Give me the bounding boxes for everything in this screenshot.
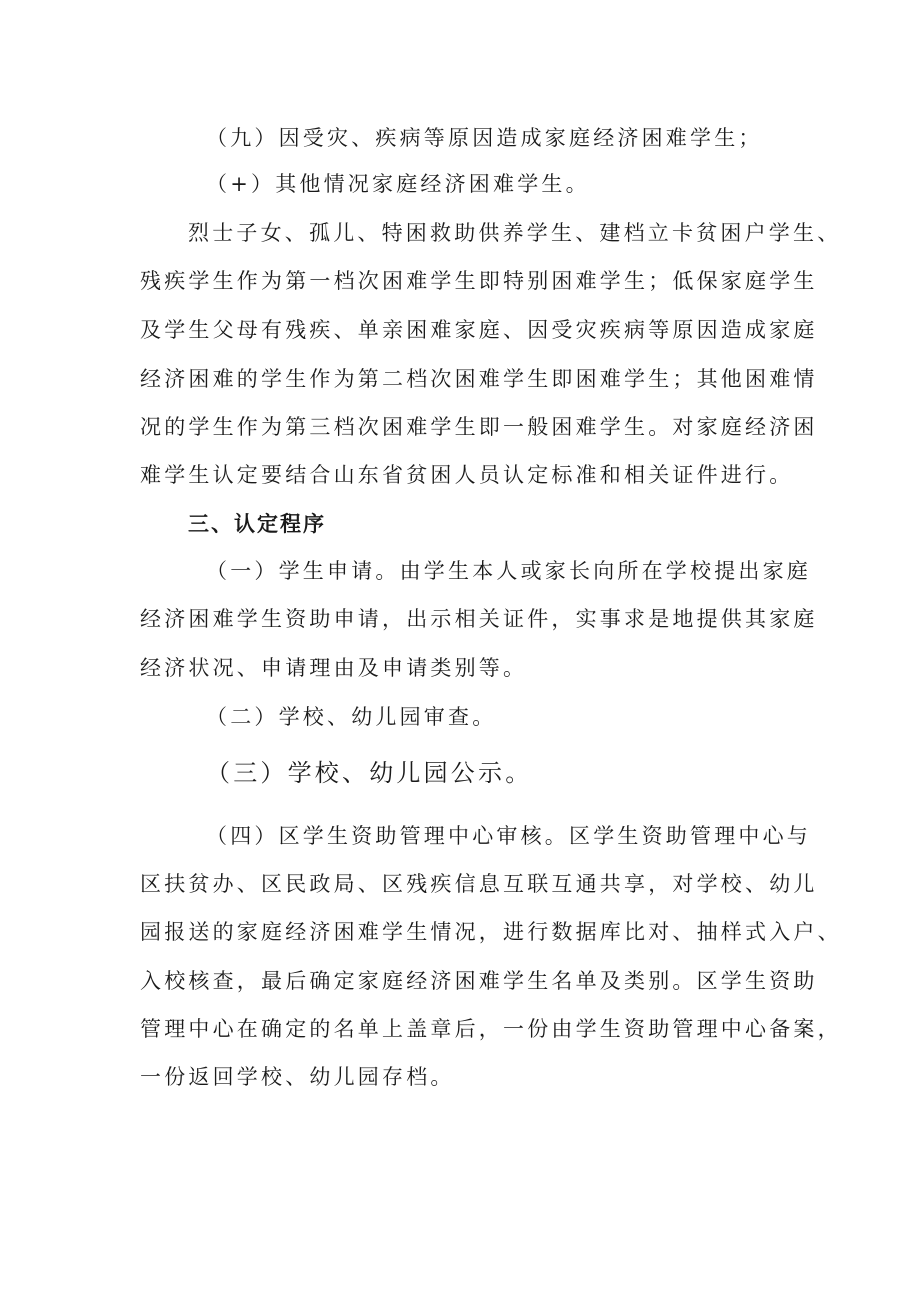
step-four-line: （四）区学生资助管理中心审核。区学生资助管理中心与 — [206, 824, 811, 848]
step-one-line: 经济状况、申请理由及申请类别等。 — [140, 656, 528, 680]
paragraph-line: 及学生父母有残疾、单亲困难家庭、因受灾疾病等原因造成家庭 — [140, 318, 818, 342]
step-four-line: 园报送的家庭经济困难学生情况，进行数据库比对、抽样式入户、 — [140, 920, 842, 944]
step-four-line: 一份返回学校、幼儿园存档。 — [140, 1065, 455, 1089]
item-ten: （+）其他情况家庭经济困难学生。 — [206, 172, 590, 196]
paragraph-line: 经济困难的学生作为第二档次困难学生即困难学生；其他困难情 — [140, 367, 818, 391]
paragraph-line: 残疾学生作为第一档次困难学生即特别困难学生；低保家庭学生 — [140, 269, 818, 293]
item-nine: （九）因受灾、疾病等原因造成家庭经济困难学生； — [206, 126, 763, 150]
step-four-line: 区扶贫办、区民政局、区残疾信息互联互通共享，对学校、幼儿 — [140, 872, 818, 896]
step-one-line: 经济困难学生资助申请，出示相关证件，实事求是地提供其家庭 — [140, 607, 818, 631]
paragraph-line: 烈士子女、孤儿、特困救助供养学生、建档立卡贫困户学生、 — [188, 221, 842, 245]
step-four-line: 管理中心在确定的名单上盖章后，一份由学生资助管理中心备案， — [140, 1017, 842, 1041]
section-heading: 三、认定程序 — [188, 512, 326, 536]
step-four-line: 入校核查，最后确定家庭经济困难学生名单及类别。区学生资助 — [140, 969, 818, 993]
paragraph-line: 况的学生作为第三档次困难学生即一般困难学生。对家庭经济困 — [140, 415, 818, 439]
paragraph-line: 难学生认定要结合山东省贫困人员认定标准和相关证件进行。 — [140, 463, 794, 487]
step-one-line: （一）学生申请。由学生本人或家长向所在学校提出家庭 — [206, 559, 811, 583]
step-two: （二）学校、幼儿园审查。 — [206, 705, 497, 729]
step-three: （三）学校、幼儿园公示。 — [206, 759, 533, 787]
